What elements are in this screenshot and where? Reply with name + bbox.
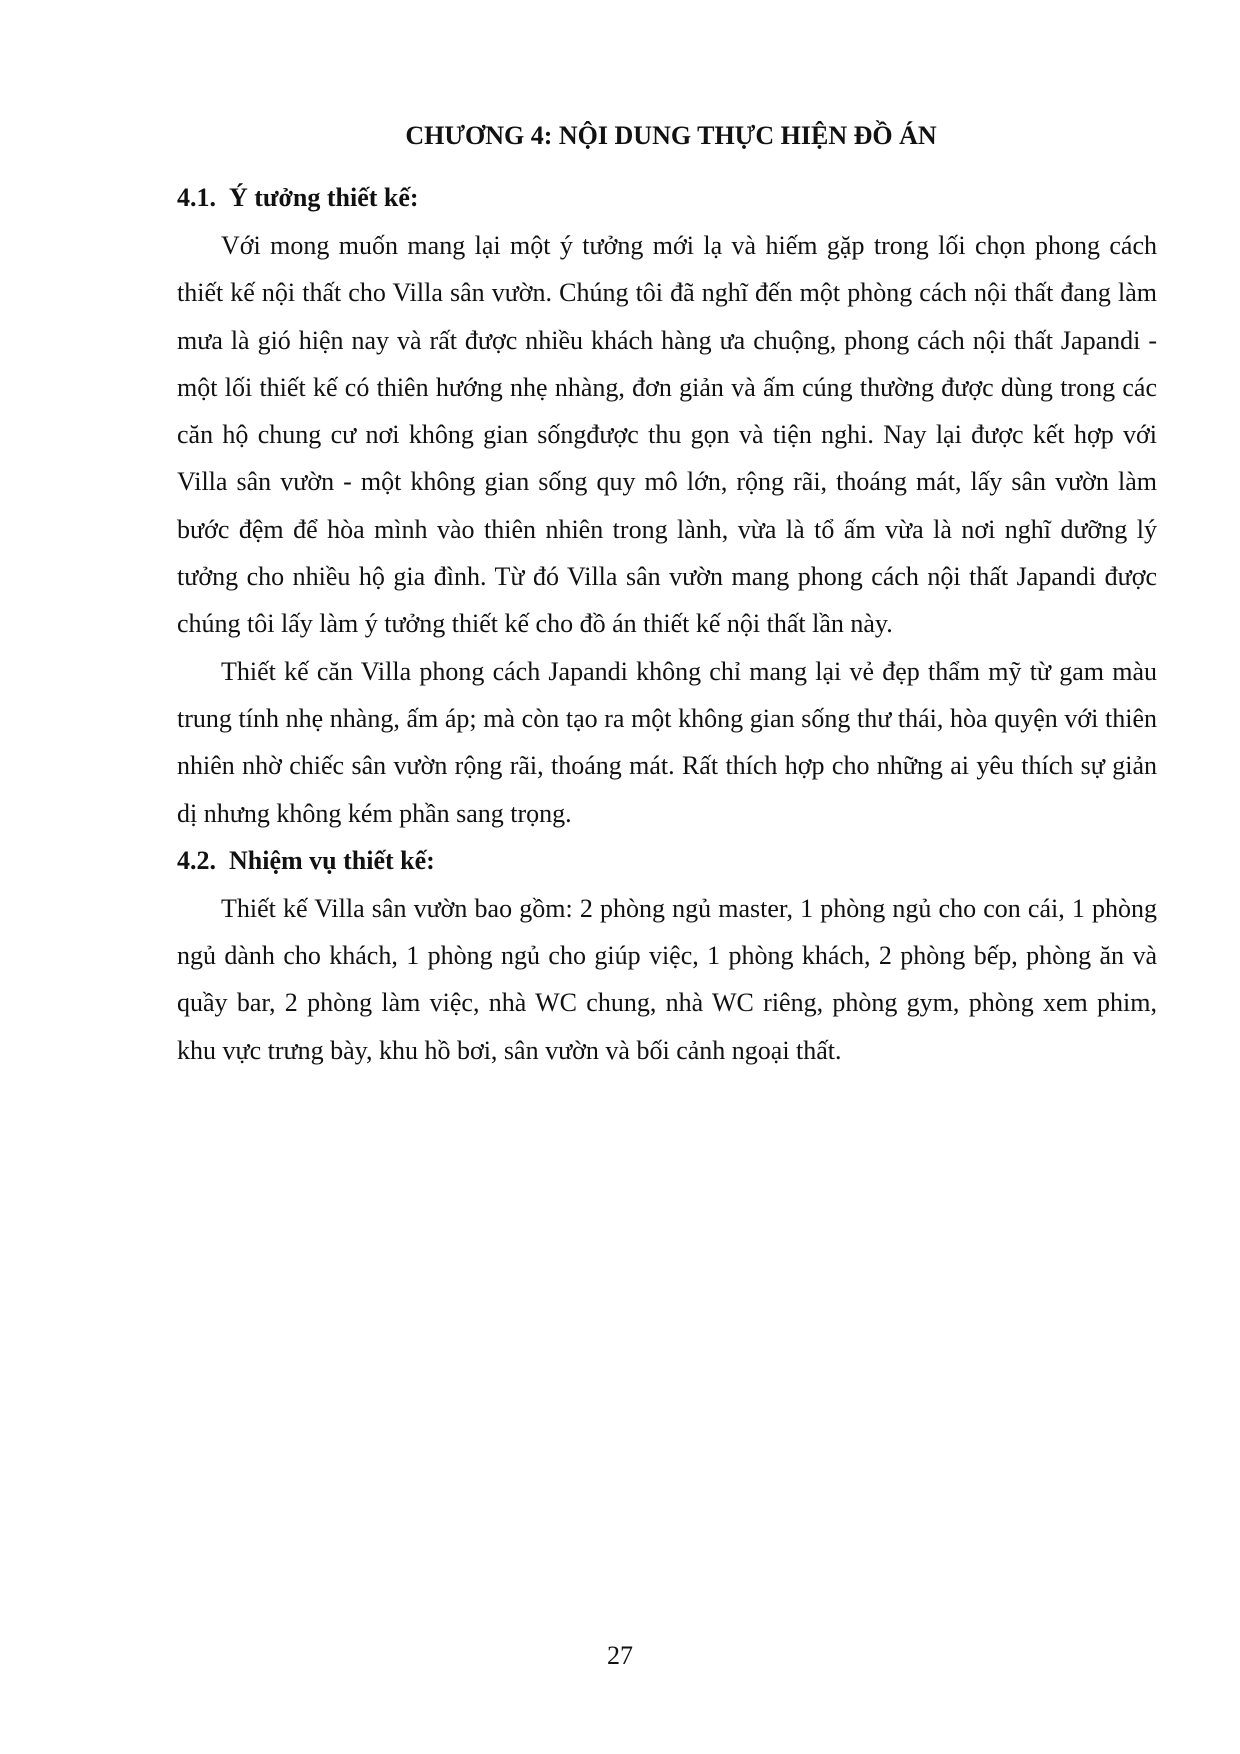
- section-title: Nhiệm vụ thiết kế:: [229, 845, 435, 875]
- chapter-title: CHƯƠNG 4: NỘI DUNG THỰC HIỆN ĐỒ ÁN: [405, 121, 937, 150]
- section-heading-4-2: [177, 837, 1157, 885]
- section-number: 4.2.: [177, 845, 216, 875]
- section-number: 4.1.: [177, 183, 216, 212]
- paragraph: Thiết kế căn Villa phong cách Japandi không chỉ mang lại vẻ đẹp thẩm mỹ từ gam màu trung tính nhẹ nhàng, ấm áp; mà còn tạo ra một không gian sống thư thái, hòa quyện với thiên nhiên nhờ chiếc sân vườn rộng rãi, thoáng mát. Rất thích hợp cho những ai yêu thích sự giản dị nhưng không kém phần sang trọng.: [177, 656, 1157, 828]
- section-heading-4-1: [177, 174, 1157, 222]
- page-number: 27: [607, 1641, 633, 1670]
- page-content: [177, 112, 1157, 1074]
- paragraph: Thiết kế Villa sân vườn bao gồm: 2 phòng ngủ master, 1 phòng ngủ cho con cái, 1 phòng ngủ dành cho khách, 1 phòng ngủ cho giúp việc, 1 phòng khách, 2 phòng bếp, phòng ăn và quầy bar, 2 phòng làm việc, nhà WC chung, nhà WC riêng, phòng gym, phòng xem phim, khu vực trưng bày, khu hồ bơi, sân vườn và bối cảnh ngoại thất.: [177, 893, 1157, 1065]
- section-title: Ý tưởng thiết kế:: [229, 183, 419, 212]
- paragraph: Với mong muốn mang lại một ý tưởng mới lạ và hiếm gặp trong lối chọn phong cách thiết kế nội thất cho Villa sân vườn. Chúng tôi đã nghĩ đến một phòng cách nội thất đang làm mưa là gió hiện nay và rất được nhiều khách hàng ưa chuộng, phong cách nội thất Japandi - một lối thiết kế có thiên hướng nhẹ nhàng, đơn giản và ấm cúng thường được dùng trong các căn hộ chung cư nơi không gian sốngđược thu gọn và tiện nghi. Nay lại được kết hợp với Villa sân vườn - một không gian sống quy mô lớn, rộng rãi, thoáng mát, lấy sân vườn làm bước đệm để hòa mình vào thiên nhiên trong lành, vừa là tổ ấm vừa là nơi nghĩ dưỡng lý tưởng cho nhiều hộ gia đình. Từ đó Villa sân vườn mang phong cách nội thất Japandi được chúng tôi lấy làm ý tưởng thiết kế cho đồ án thiết kế nội thất lần này.: [177, 231, 1157, 639]
